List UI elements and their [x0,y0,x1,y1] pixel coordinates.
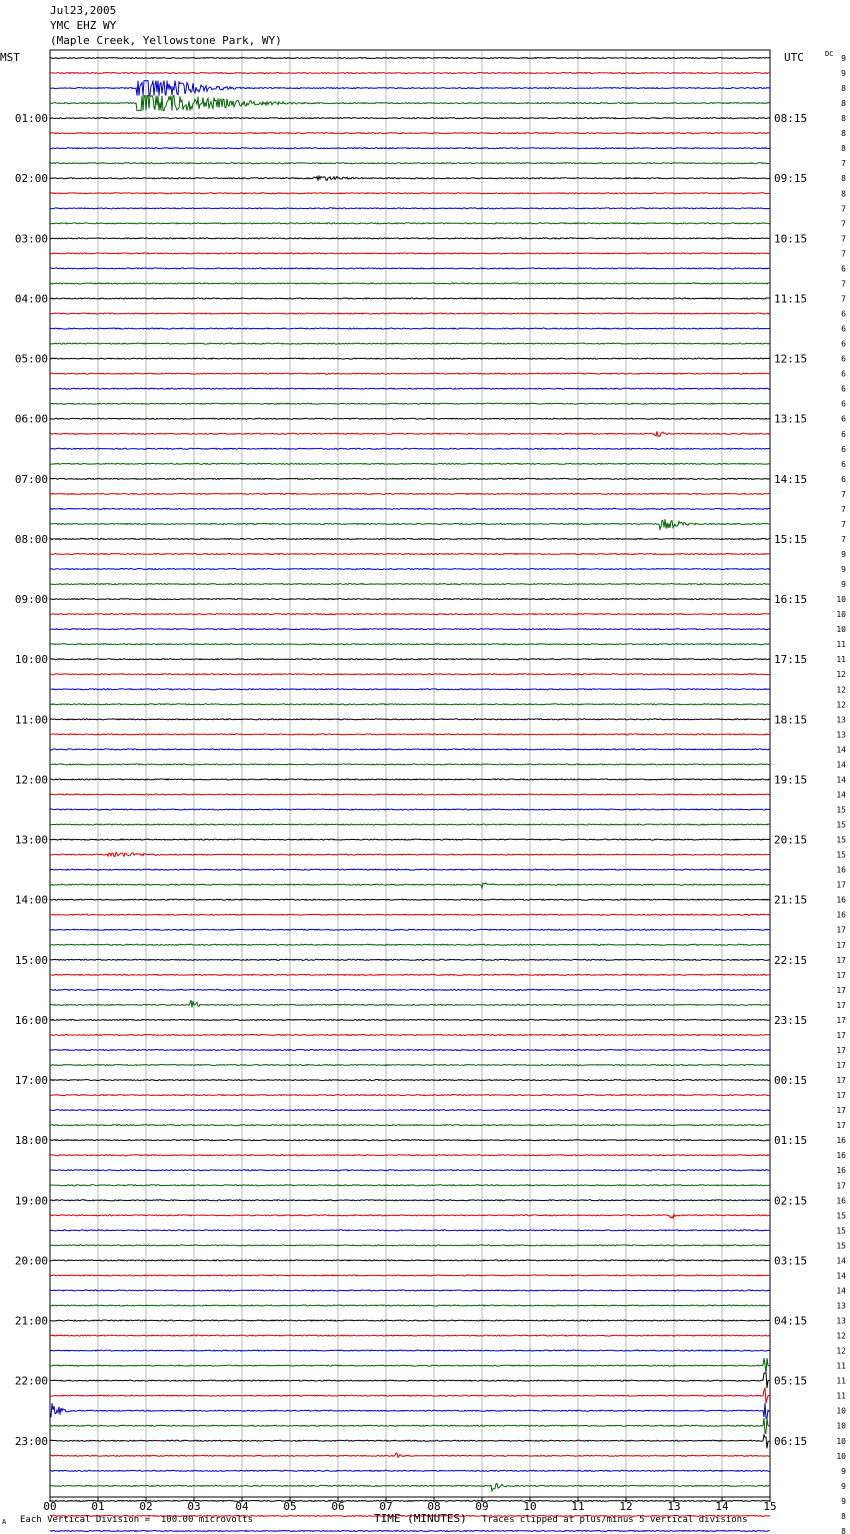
right-time-label: 04:15 [774,1314,808,1328]
trace-line [50,764,770,765]
trace-line [50,1530,770,1531]
dc-offset-label: 13 [836,1301,846,1311]
left-time-label: 08:00 [14,532,48,546]
trace-line [50,508,770,509]
trace-line [50,1305,770,1306]
dc-offset-label: 6 [841,369,846,379]
trace-line [50,1019,770,1020]
dc-offset-label: 8 [841,144,846,154]
dc-offset-label: 17 [836,1045,846,1055]
trace-line [50,313,770,314]
right-time-label: 12:15 [774,352,808,366]
x-tick-label: 01 [91,1500,105,1513]
trace-line [50,749,770,750]
left-time-label: 09:00 [14,593,48,607]
dc-offset-label: 17 [836,1181,846,1191]
trace-line [50,148,770,149]
dc-offset-label: 8 [841,99,846,109]
dc-offset-label: 7 [841,204,846,214]
trace-line [50,298,770,299]
trace-line [50,853,770,857]
right-time-label: 19:15 [774,773,808,787]
left-time-label: 06:00 [14,412,48,426]
trace-line [50,463,770,464]
trace-line [50,1388,770,1403]
trace-line [50,403,770,404]
trace-line [50,1290,770,1291]
left-time-label: 14:00 [14,893,48,907]
trace-line [50,1418,770,1433]
trace-line [50,794,770,795]
dc-offset-label: 7 [841,534,846,544]
dc-offset-label: 15 [836,820,846,830]
trace-line [50,674,770,675]
trace-line [50,569,770,570]
dc-offset-label: 17 [836,1106,846,1116]
dc-offset-label: 7 [841,219,846,229]
dc-offset-label: 7 [841,504,846,514]
dc-offset-label: 17 [836,925,846,935]
left-time-label: 15:00 [14,953,48,967]
dc-offset-label: 10 [836,1451,846,1461]
dc-offset-label: 16 [836,1151,846,1161]
trace-line [50,944,770,945]
trace-line [50,839,770,840]
dc-offset-label: 17 [836,985,846,995]
trace-line [50,824,770,825]
trace-line [50,133,770,134]
right-time-label: 05:15 [774,1374,808,1388]
trace-line [50,1373,770,1388]
trace-line [50,704,770,705]
left-time-label: 01:00 [14,112,48,126]
x-tick-label: 14 [715,1500,729,1513]
trace-line [50,659,770,660]
left-time-label: 05:00 [14,352,48,366]
right-time-label: 23:15 [774,1013,808,1027]
dc-offset-label: 17 [836,1091,846,1101]
x-tick-label: 15 [763,1500,777,1513]
dc-offset-label: 8 [841,84,846,94]
dc-offset-label: 8 [841,189,846,199]
right-time-label: 21:15 [774,893,808,907]
trace-line [50,373,770,374]
trace-line [50,1484,770,1491]
left-time-label: 21:00 [14,1314,48,1328]
dc-offset-label: 8 [841,1526,846,1534]
left-time-label: 13:00 [14,833,48,847]
trace-line [50,431,770,436]
dc-offset-label: 11 [836,655,846,665]
trace-line [50,1125,770,1126]
trace-line [50,418,770,419]
dc-offset-label: 12 [836,1346,846,1356]
trace-line [50,388,770,389]
dc-offset-label: 6 [841,459,846,469]
trace-line [50,253,770,254]
trace-line [50,176,770,180]
trace-line [50,1034,770,1035]
dc-offset-label: 7 [841,489,846,499]
dc-offset-label: 8 [841,174,846,184]
trace-line [50,899,770,900]
trace-line [50,869,770,870]
chart-station: YMC EHZ WY [50,19,117,32]
dc-offset-label: 16 [836,865,846,875]
trace-line [50,1500,770,1501]
right-time-label: 13:15 [774,412,808,426]
x-tick-label: 09 [475,1500,489,1513]
trace-line [50,734,770,735]
trace-line [50,1260,770,1261]
trace-line [50,223,770,224]
dc-offset-label: 8 [841,1511,846,1521]
x-tick-label: 10 [523,1500,537,1513]
right-timezone-label: UTC [784,51,804,64]
trace-line [50,58,770,59]
trace-line [50,553,770,554]
trace-line [50,493,770,494]
trace-line [50,929,770,930]
dc-offset-label: 14 [836,760,846,770]
dc-offset-label: 9 [841,565,846,575]
dc-offset-label: 15 [836,805,846,815]
x-tick-label: 05 [283,1500,297,1513]
dc-offset-label: 11 [836,640,846,650]
trace-line [50,1200,770,1201]
corner-mark: A [2,1518,7,1526]
trace-line [50,1095,770,1096]
dc-offset-label: 10 [836,1421,846,1431]
left-time-label: 10:00 [14,653,48,667]
dc-offset-label: 7 [841,249,846,259]
x-tick-label: 07 [379,1500,393,1513]
dc-offset-label: 17 [836,1015,846,1025]
dc-offset-label: 9 [841,580,846,590]
x-tick-label: 03 [187,1500,201,1513]
dc-offset-label: 11 [836,1391,846,1401]
dc-offset-label: 16 [836,895,846,905]
x-tick-label: 11 [571,1500,585,1513]
dc-offset-label: 13 [836,1316,846,1326]
dc-offset-label: 17 [836,1061,846,1071]
trace-line [50,689,770,690]
dc-offset-label: 12 [836,700,846,710]
dc-offset-label: 6 [841,399,846,409]
trace-line [50,1230,770,1231]
right-time-label: 15:15 [774,532,808,546]
dc-offset-label: 17 [836,1121,846,1131]
trace-line [50,974,770,975]
trace-line [50,73,770,74]
left-time-label: 04:00 [14,292,48,306]
right-time-label: 10:15 [774,232,808,246]
right-time-label: 17:15 [774,653,808,667]
trace-line [50,1320,770,1321]
chart-date: Jul23,2005 [50,4,117,17]
x-tick-label: 08 [427,1500,441,1513]
clip-note: Traces clipped at plus/minus 5 vertical divisions [482,1515,748,1525]
trace-line [50,989,770,990]
right-time-label: 08:15 [774,112,808,126]
dc-offset-label: 16 [836,1166,846,1176]
right-time-label: 00:15 [774,1074,808,1088]
dc-offset-label: 17 [836,1000,846,1010]
trace-line [50,914,770,915]
dc-offset-label: 16 [836,1136,846,1146]
dc-offset-label: 16 [836,1196,846,1206]
trace-line [50,118,770,119]
dc-offset-label: 13 [836,715,846,725]
left-time-label: 12:00 [14,773,48,787]
trace-line [50,1110,770,1111]
trace-line [50,883,770,888]
trace-line [50,959,770,960]
trace-line [50,1435,770,1448]
dc-offset-label: 6 [841,309,846,319]
trace-line [50,343,770,344]
trace-line [50,599,770,600]
left-time-label: 11:00 [14,713,48,727]
trace-line [50,719,770,720]
trace-line [50,283,770,284]
x-tick-label: 12 [619,1500,633,1513]
trace-line [50,1350,770,1351]
trace-line [50,1065,770,1066]
left-time-label: 22:00 [14,1374,48,1388]
trace-line [50,644,770,645]
left-time-label: 17:00 [14,1074,48,1088]
dc-offset-label: 17 [836,1076,846,1086]
dc-offset-label: 12 [836,685,846,695]
dc-offset-label: 15 [836,835,846,845]
dc-offset-label: 10 [836,1436,846,1446]
x-tick-label: 04 [235,1500,249,1513]
trace-line [50,779,770,780]
right-time-label: 18:15 [774,713,808,727]
left-time-label: 18:00 [14,1134,48,1148]
dc-offset-label: 7 [841,519,846,529]
dc-offset-label: 12 [836,670,846,680]
right-time-label: 14:15 [774,472,808,486]
trace-line [50,629,770,630]
dc-offset-label: 17 [836,955,846,965]
dc-offset-label: 10 [836,1406,846,1416]
dc-offset-label: 14 [836,745,846,755]
right-time-label: 06:15 [774,1434,808,1448]
dc-offset-label: 15 [836,1226,846,1236]
trace-line [50,358,770,359]
trace-line [50,1155,770,1156]
dc-offset-label: 6 [841,354,846,364]
trace-line [50,1140,770,1141]
dc-offset-label: 14 [836,1256,846,1266]
left-time-label: 20:00 [14,1254,48,1268]
dc-offset-label: 11 [836,1361,846,1371]
trace-line [50,1358,770,1373]
trace-line [50,1453,770,1457]
dc-offset-label: 10 [836,610,846,620]
trace-line [50,1335,770,1336]
trace-line [50,238,770,239]
dc-offset-label: 9 [841,549,846,559]
dc-offset-label: 15 [836,1211,846,1221]
dc-offset-label: 8 [841,114,846,124]
trace-line [50,1470,770,1471]
dc-offset-label: 11 [836,1376,846,1386]
scale-note: Each Vertical Division = 100.00 microvolts [20,1515,253,1525]
dc-offset-label: 6 [841,339,846,349]
dc-offset-label: 9 [841,1466,846,1476]
dc-offset-label: 17 [836,970,846,980]
dc-offset-label: 10 [836,625,846,635]
trace-line [50,193,770,194]
right-time-label: 03:15 [774,1254,808,1268]
trace-line [50,328,770,329]
dc-offset-label: 7 [841,159,846,169]
dc-offset-label: 17 [836,940,846,950]
x-tick-label: 13 [667,1500,681,1513]
dc-offset-label: 6 [841,414,846,424]
right-time-label: 09:15 [774,172,808,186]
left-time-label: 03:00 [14,232,48,246]
dc-offset-label: 10 [836,595,846,605]
dc-offset-label: 6 [841,384,846,394]
trace-line [50,584,770,585]
left-time-label: 02:00 [14,172,48,186]
trace-line [50,81,770,96]
trace-line [50,1185,770,1186]
trace-line [50,1245,770,1246]
right-time-label: 01:15 [774,1134,808,1148]
left-time-label: 16:00 [14,1013,48,1027]
dc-offset-label: 6 [841,474,846,484]
dc-offset-label: 17 [836,880,846,890]
trace-line [50,1000,770,1008]
trace-line [50,1080,770,1081]
dc-offset-label: 6 [841,324,846,334]
x-tick-label: 06 [331,1500,345,1513]
dc-offset-label: 6 [841,264,846,274]
trace-line [50,1049,770,1050]
left-time-label: 23:00 [14,1434,48,1448]
trace-line [50,268,770,269]
dc-offset-label: 15 [836,850,846,860]
dc-offset-label: 9 [841,69,846,79]
trace-line [50,163,770,164]
trace-line [50,519,770,529]
plot-frame [50,50,770,1497]
left-time-label: 19:00 [14,1194,48,1208]
chart-location: (Maple Creek, Yellowstone Park, WY) [50,34,282,47]
dc-offset-label: 9 [841,1481,846,1491]
dc-offset-label: 17 [836,1030,846,1040]
trace-line [50,1403,770,1418]
trace-line [50,614,770,615]
dc-offset-label: 6 [841,429,846,439]
trace-line [50,1275,770,1276]
x-tick-label: 00 [43,1500,57,1513]
trace-line [50,809,770,810]
dc-offset-label: 16 [836,910,846,920]
dc-offset-label: 7 [841,294,846,304]
dc-offset-label: 14 [836,790,846,800]
dc-offset-label: 14 [836,1271,846,1281]
dc-offset-label: 14 [836,1286,846,1296]
dc-label: DC [825,50,834,58]
dc-offset-label: 9 [841,1496,846,1506]
dc-offset-label: 9 [841,54,846,63]
right-time-label: 16:15 [774,593,808,607]
x-axis-label: TIME (MINUTES) [374,1512,467,1525]
dc-offset-label: 7 [841,279,846,289]
trace-line [50,1214,770,1218]
trace-line [50,538,770,539]
left-timezone-label: MST [0,51,20,64]
right-time-label: 11:15 [774,292,808,306]
trace-line [50,448,770,449]
x-tick-label: 02 [139,1500,153,1513]
dc-offset-label: 7 [841,234,846,244]
right-time-label: 22:15 [774,953,808,967]
trace-line [50,1170,770,1171]
right-time-label: 02:15 [774,1194,808,1208]
dc-offset-label: 13 [836,730,846,740]
left-time-label: 07:00 [14,472,48,486]
dc-offset-label: 12 [836,1331,846,1341]
dc-offset-label: 8 [841,129,846,139]
trace-line [50,478,770,479]
dc-offset-label: 15 [836,1241,846,1251]
trace-line [50,208,770,209]
right-time-label: 20:15 [774,833,808,847]
trace-line [50,96,770,111]
dc-offset-label: 14 [836,775,846,785]
dc-offset-label: 6 [841,444,846,454]
